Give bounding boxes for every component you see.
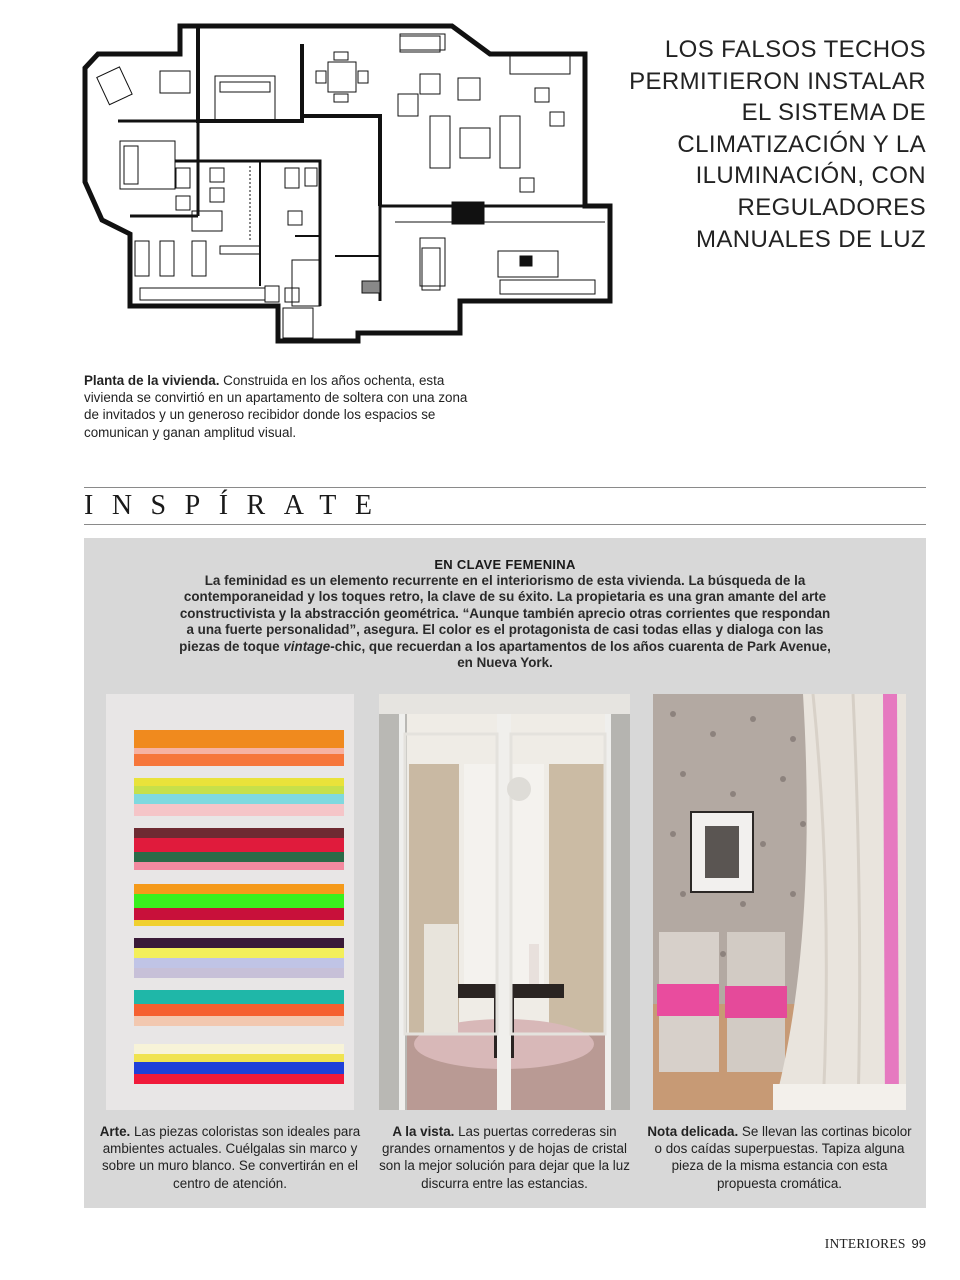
caption-art-lead: Arte. xyxy=(99,1124,131,1139)
page-footer xyxy=(825,1236,926,1252)
section-title: INSPÍRATE xyxy=(84,490,391,521)
caption-glass-doors xyxy=(371,1123,638,1192)
floor-plan-caption xyxy=(84,372,480,441)
caption-curtains xyxy=(645,1123,914,1192)
caption-curtains-lead: Nota delicada. xyxy=(647,1124,739,1139)
photo-glass-doors xyxy=(379,694,630,1110)
floor-plan-drawing xyxy=(80,16,620,351)
box-title: EN CLAVE FEMENINA xyxy=(434,557,576,572)
floor-plan-caption-text: Construida en los años ochenta, esta vivienda se convirtió en un apartamento de soltera con una zona de invitados y un generoso recibidor donde los espacios se comunican y ganan amplitud visual. xyxy=(84,373,468,440)
box-intro-text xyxy=(176,573,834,671)
magazine-name: INTERIORES xyxy=(824,1236,906,1251)
caption-glass-doors-lead: A la vista. xyxy=(392,1124,455,1139)
headline-pull-quote: LOS FALSOS TECHOS PERMITIERON INSTALAR EL SISTEMA DE CLIMATIZACIÓN Y LA ILUMINACIÓN, CON REGULADORES MANUALES DE LUZ xyxy=(629,36,926,253)
caption-art-text: Las piezas coloristas son ideales para ambientes actuales. Cuélgalas sin marco y sobre un muro blanco. Se convertirán en el centro de atención. xyxy=(101,1124,361,1191)
box-intro-text-part-1: La feminidad es un elemento recurrente en el interiorismo de esta vivienda. La búsqueda de la contemporaneidad y los toques retro, la clave de su éxito. La propietaria es una gran amante del arte constructivista y la abstracción geométrica. “Aunque también aprecio otras corrientes que respondan a una fuerte personalidad”, asegura. El color es el protagonista de casi todas ellas y dialoga con las piezas de toque xyxy=(179,573,831,654)
section-rule-bottom xyxy=(84,524,926,525)
box-intro-text-italic: vintage xyxy=(283,638,331,654)
floor-plan-caption-lead: Planta de la vivienda. xyxy=(84,373,220,388)
caption-art xyxy=(98,1123,362,1192)
photo-pink-curtains xyxy=(653,694,906,1110)
photo-striped-art xyxy=(106,694,354,1110)
page-number: 99 xyxy=(911,1236,926,1251)
caption-glass-doors-text: Las puertas correderas sin grandes ornamentos y de hojas de cristal son la mejor solución para dejar que la luz discurra entre las estancias. xyxy=(379,1124,630,1191)
box-intro-text-part-2: -chic, que recuerdan a los apartamentos de los años cuarenta de Park Avenue, en Nueva York. xyxy=(330,638,831,671)
caption-curtains-text: Se llevan las cortinas bicolor o dos caídas superpuestas. Tapiza alguna pieza de la misma estancia con esta propuesta cromática. xyxy=(654,1124,912,1191)
